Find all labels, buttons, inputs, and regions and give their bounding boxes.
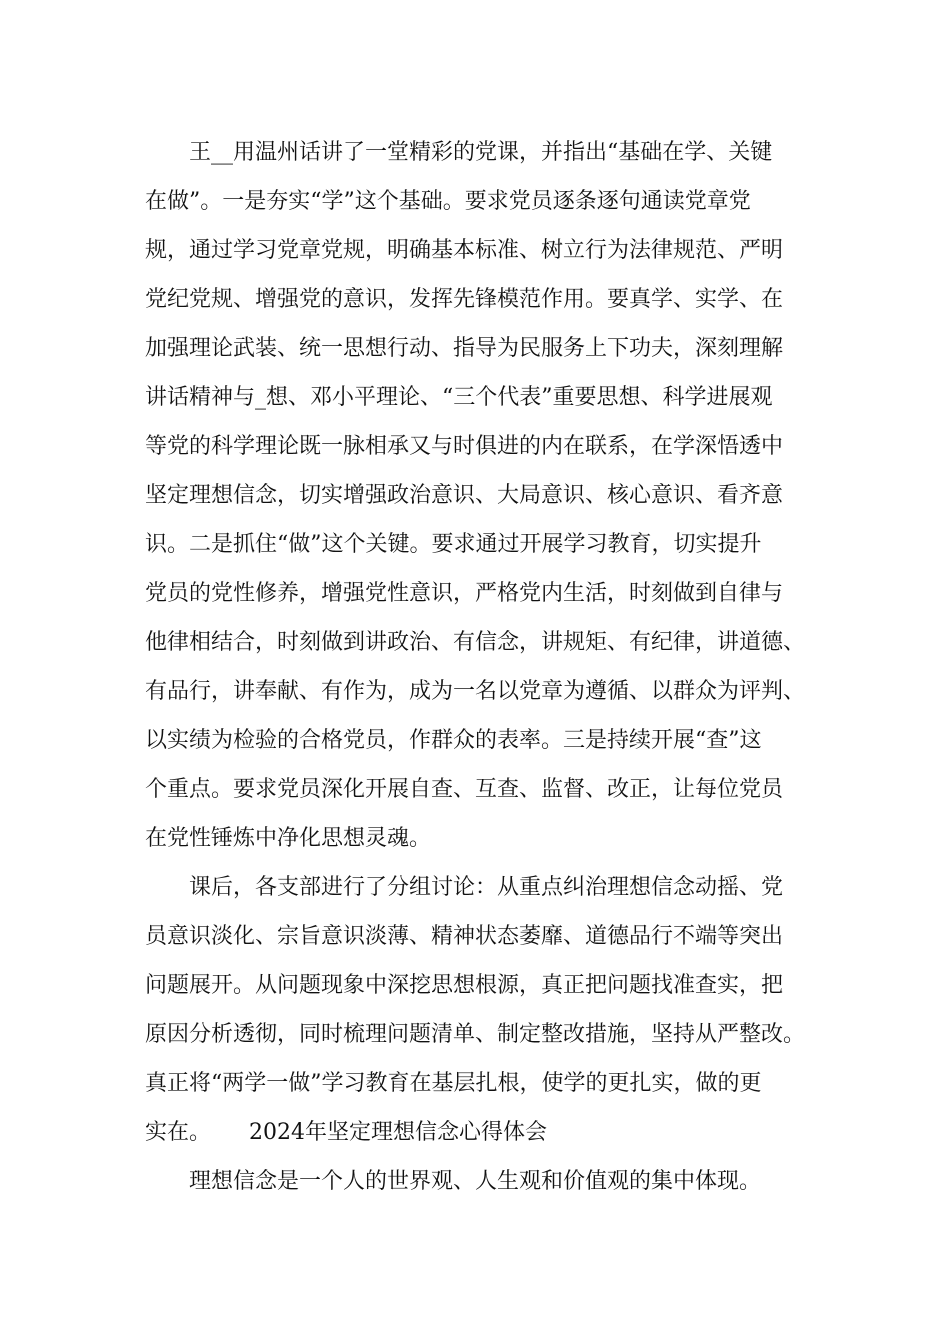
paragraph-line: 他律相结合，时刻做到讲政治、有信念，讲规矩、有纪律，讲道德、 <box>145 630 806 655</box>
paragraph-line: 员意识淡化、宗旨意识淡薄、精神状态萎靡、道德品行不端等突出 <box>145 924 784 949</box>
paragraph-line: 党员的党性修养，增强党性意识，严格党内生活，时刻做到自律与 <box>145 581 784 606</box>
paragraph-line: 坚定理想信念，切实增强政治意识、大局意识、核心意识、看齐意 <box>145 483 784 508</box>
paragraph-line: 加强理论武装、统一思想行动、指导为民服务上下功夫，深刻理解 <box>145 336 784 361</box>
paragraph-line: 王__用温州话讲了一堂精彩的党课，并指出“基础在学、关键 <box>189 140 773 165</box>
section-title: 2024年坚定理想信念心得体会 <box>249 1120 548 1145</box>
paragraph-line: 有品行，讲奉献、有作为，成为一名以党章为遵循、以群众为评判、 <box>145 679 806 704</box>
paragraph-line: 个重点。要求党员深化开展自查、互查、监督、改正，让每位党员 <box>145 777 784 802</box>
paragraph-line: 以实绩为检验的合格党员，作群众的表率。三是持续开展“查”这 <box>145 728 762 753</box>
paragraph-line: 党纪党规、增强党的意识，发挥先锋模范作用。要真学、实学、在 <box>145 287 784 312</box>
paragraph-line: 讲话精神与_想、邓小平理论、“三个代表”重要思想、科学进展观 <box>145 385 773 410</box>
paragraph-line: 规，通过学习党章党规，明确基本标准、树立行为法律规范、严明 <box>145 238 784 263</box>
paragraph-line: 理想信念是一个人的世界观、人生观和价值观的集中体现。 <box>189 1169 762 1194</box>
paragraph-line: 课后，各支部进行了分组讨论：从重点纠治理想信念动摇、党 <box>189 875 784 900</box>
paragraph-line: 识。二是抓住“做”这个关键。要求通过开展学习教育，切实提升 <box>145 532 762 557</box>
document-body <box>145 128 825 1206</box>
paragraph-end: 实在。 <box>145 1120 212 1145</box>
paragraph-line-with-title <box>145 1108 825 1157</box>
paragraph-line: 在党性锤炼中净化思想灵魂。 <box>145 826 432 851</box>
paragraph-line: 真正将“两学一做”学习教育在基层扎根，使学的更扎实，做的更 <box>145 1071 762 1096</box>
paragraph-line: 在做”。一是夯实“学”这个基础。要求党员逐条逐句通读党章党 <box>145 189 751 214</box>
paragraph-line: 原因分析透彻，同时梳理问题清单、制定整改措施，坚持从严整改。 <box>145 1022 806 1047</box>
paragraph-line: 问题展开。从问题现象中深挖思想根源，真正把问题找准查实，把 <box>145 973 784 998</box>
paragraph-line: 等党的科学理论既一脉相承又与时俱进的内在联系，在学深悟透中 <box>145 434 784 459</box>
